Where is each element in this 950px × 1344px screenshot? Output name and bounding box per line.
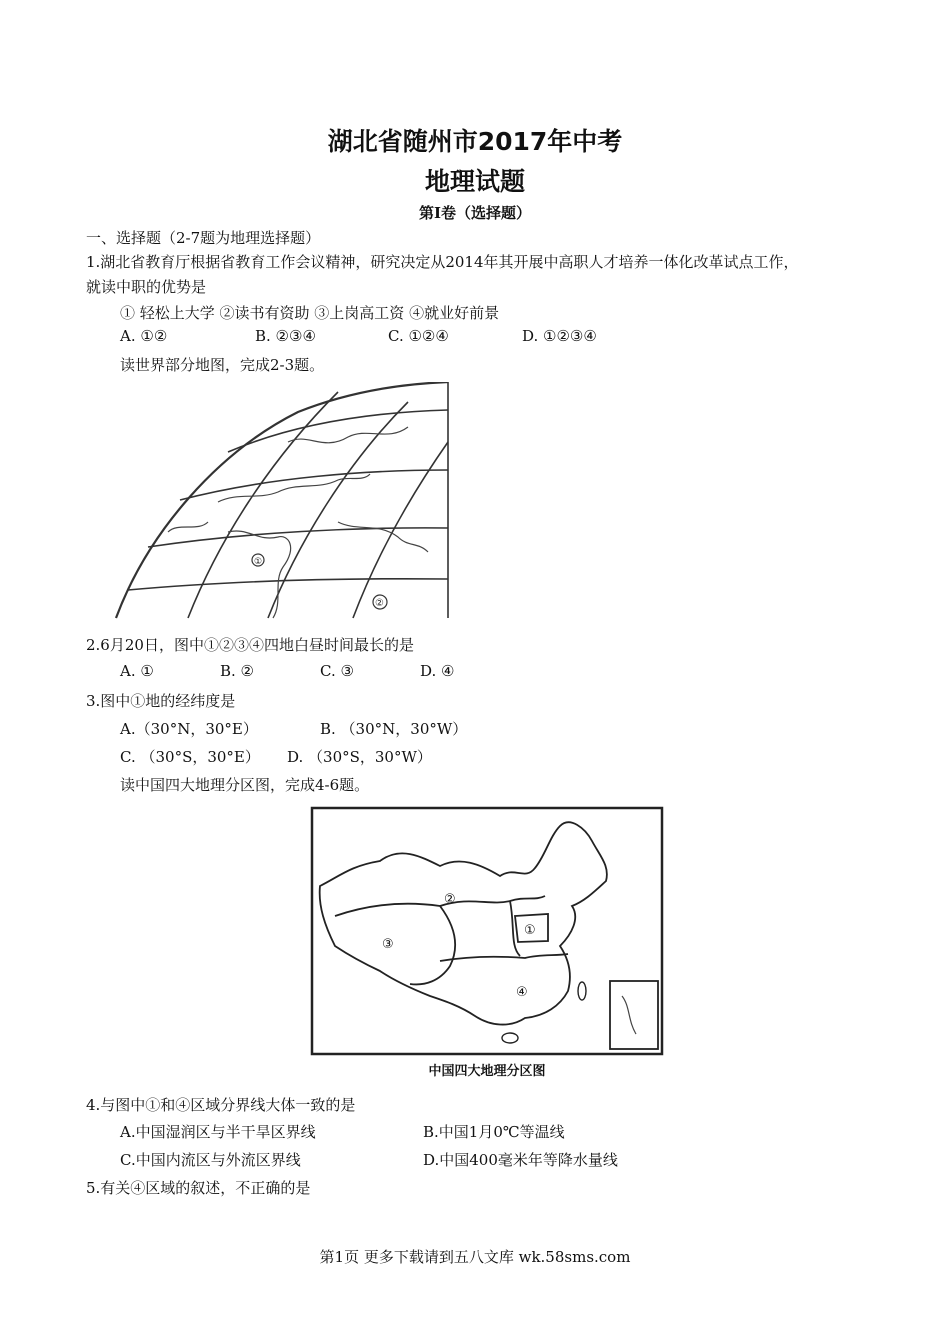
q4-stem: 4.与图中①和④区域分界线大体一致的是 [86, 1096, 356, 1114]
q4-option-d: D.中国400毫米年等降水量线 [423, 1151, 618, 1169]
map1-intro: 读世界部分地图，完成2-3题。 [120, 356, 325, 374]
q3-option-a: A.（30°N，30°E） [120, 720, 258, 738]
volume-heading: 第Ⅰ卷（选择题） [418, 204, 532, 222]
page-title: 湖北省随州市2017年中考 [327, 127, 623, 156]
map2-intro: 读中国四大地理分区图，完成4-6题。 [120, 776, 370, 794]
map1-marker-2: ② [375, 598, 384, 609]
q1-items: ① 轻松上大学 ②读书有资助 ③上岗高工资 ④就业好前景 [120, 304, 500, 322]
q2-option-b: B. ② [220, 662, 255, 680]
world-partial-map [108, 382, 453, 620]
q3-option-d: D. （30°S，30°W） [287, 748, 432, 766]
q1-option-a: A. ①② [120, 327, 168, 345]
q4-option-c: C.中国内流区与外流区界线 [120, 1151, 301, 1169]
q2-option-c: C. ③ [320, 662, 354, 680]
q3-stem: 3.图中①地的经纬度是 [86, 692, 236, 710]
q1-option-b: B. ②③④ [255, 327, 316, 345]
q1-stem-line1: 1.湖北省教育厅根据省教育工作会议精神，研究决定从2014年其开展中高职人才培养一体化改革试点工作， [86, 253, 799, 271]
page-footer: 第1页 更多下载请到五八文库 wk.58sms.com [319, 1248, 631, 1266]
q5-stem: 5.有关④区域的叙述，不正确的是 [86, 1179, 311, 1197]
map1-marker-1: ① [254, 557, 263, 567]
q2-option-d: D. ④ [420, 662, 455, 680]
region-label-4: ④ [516, 985, 528, 1000]
q2-option-a: A. ① [120, 662, 154, 680]
q4-option-a: A.中国湿润区与半干旱区界线 [120, 1123, 316, 1141]
q1-option-d: D. ①②③④ [522, 327, 597, 345]
q3-option-b: B. （30°N，30°W） [320, 720, 468, 738]
region-label-3: ③ [382, 937, 394, 952]
china-regions-map [310, 806, 664, 1056]
q3-option-c: C. （30°S，30°E） [120, 748, 260, 766]
q1-stem-line2: 就读中职的优势是 [86, 278, 207, 296]
q2-stem: 2.6月20日，图中①②③④四地白昼时间最长的是 [86, 636, 414, 654]
region-label-1: ① [524, 923, 536, 938]
map2-caption: 中国四大地理分区图 [428, 1064, 546, 1079]
region-label-2: ② [444, 892, 456, 907]
section-heading: 一、选择题（2-7题为地理选择题） [86, 229, 321, 247]
q1-option-c: C. ①②④ [388, 327, 449, 345]
page-subtitle: 地理试题 [424, 167, 525, 196]
q4-option-b: B.中国1月0℃等温线 [423, 1123, 565, 1141]
